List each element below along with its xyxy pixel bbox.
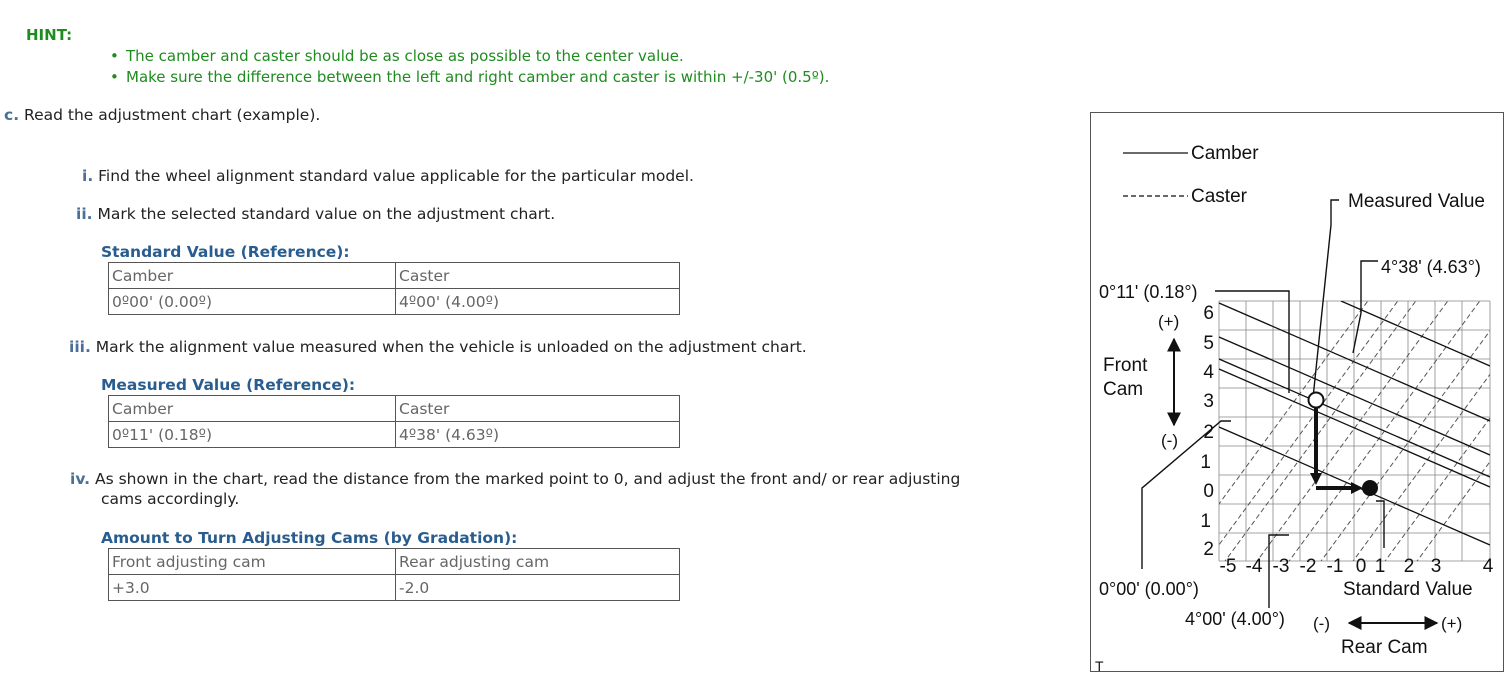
table-header-cell: Front adjusting cam (109, 549, 396, 575)
step-text: Mark the alignment value measured when the vehicle is unloaded on the adjustment chart. (95, 338, 807, 356)
rear-minus-label: (-) (1313, 614, 1330, 633)
substep-ii (76, 205, 555, 223)
hint-item: • Make sure the difference between the left and right camber and caster is within +/-30' (0.5º). (110, 67, 829, 88)
front-cam-label: Front (1103, 355, 1148, 376)
y-tick: 2 (1203, 539, 1214, 560)
measured-value-label: Measured Value (1348, 191, 1485, 212)
y-tick: 1 (1200, 452, 1211, 473)
camber-lines (1219, 301, 1490, 545)
table-cell: -2.0 (396, 575, 680, 601)
step-marker: c. (4, 106, 20, 124)
corner-mark: T (1095, 658, 1104, 673)
step-text-continued: cams accordingly. (101, 490, 240, 508)
table-header-cell: Camber (109, 263, 396, 289)
y-tick: 6 (1203, 303, 1214, 324)
legend-caster-label: Caster (1191, 186, 1247, 207)
adjustment-chart-svg (1091, 113, 1505, 673)
caster-standard-label: 4°00' (4.00°) (1185, 609, 1285, 629)
table-row (109, 422, 680, 448)
adjustment-chart (1090, 112, 1504, 672)
step-c (4, 106, 320, 124)
x-tick: 2 (1403, 556, 1415, 577)
y-tick: 4 (1203, 362, 1214, 383)
table-row (109, 289, 680, 315)
step-text: Find the wheel alignment standard value applicable for the particular model. (98, 167, 694, 185)
step-marker: iii. (69, 338, 91, 356)
step-text: Read the adjustment chart (example). (24, 106, 321, 124)
front-minus-label: (-) (1161, 431, 1178, 450)
y-tick: 1 (1200, 511, 1211, 532)
x-tick: 3 (1430, 556, 1442, 577)
substep-i (82, 167, 694, 185)
standard-value-table (108, 262, 680, 315)
x-tick: -2 (1299, 556, 1317, 577)
table-row (109, 575, 680, 601)
step-text: Mark the selected standard value on the adjustment chart. (97, 205, 556, 223)
camber-standard-label: 0°00' (0.00°) (1099, 579, 1199, 599)
table-header-cell: Camber (109, 396, 396, 422)
standard-table-title: Standard Value (Reference): (101, 243, 350, 261)
cams-table (108, 548, 680, 601)
caster-measured-label: 4°38' (4.63°) (1381, 257, 1481, 277)
x-tick: 1 (1374, 556, 1386, 577)
y-tick: 2 (1203, 422, 1214, 443)
rear-plus-label: (+) (1441, 614, 1463, 633)
x-axis-ticks (1220, 556, 1494, 577)
table-header-cell: Rear adjusting cam (396, 549, 680, 575)
table-row (109, 549, 680, 575)
measured-point-marker (1309, 393, 1324, 408)
front-plus-label: (+) (1158, 312, 1180, 331)
x-tick: 4 (1482, 556, 1494, 577)
table-cell: 0º11' (0.18º) (109, 422, 396, 448)
step-marker: i. (82, 167, 94, 185)
x-tick: 0 (1355, 556, 1367, 577)
hint-title: HINT: (26, 26, 73, 44)
hint-list (110, 46, 829, 88)
table-cell: 4º38' (4.63º) (396, 422, 680, 448)
measured-value-table (108, 395, 680, 448)
step-marker: iv. (70, 470, 91, 488)
target-point-marker (1362, 480, 1378, 496)
rear-cam-label: Rear Cam (1341, 637, 1428, 658)
camber-measured-label: 0°11' (0.18°) (1099, 282, 1198, 302)
step-marker: ii. (76, 205, 93, 223)
table-header-cell: Caster (396, 263, 680, 289)
substep-iv (70, 470, 960, 488)
front-cam-label: Cam (1103, 379, 1144, 400)
substep-iii (69, 338, 807, 356)
y-tick: 0 (1203, 481, 1214, 502)
step-text: As shown in the chart, read the distance from the marked point to 0, and adjust the front and/ or rear adjusting (94, 470, 961, 488)
legend-camber-label: Camber (1191, 143, 1259, 164)
leader-lines (1142, 200, 1384, 608)
table-header-cell: Caster (396, 396, 680, 422)
table-cell: 4º00' (4.00º) (396, 289, 680, 315)
x-tick: -3 (1272, 556, 1290, 577)
down-arrow-head (1310, 473, 1322, 485)
right-arrow-head (1351, 482, 1363, 494)
chart-grid (1219, 301, 1490, 561)
table-row (109, 263, 680, 289)
x-tick: -4 (1245, 556, 1263, 577)
y-tick: 3 (1203, 391, 1214, 412)
standard-value-label: Standard Value (1343, 579, 1473, 600)
measured-table-title: Measured Value (Reference): (101, 376, 356, 394)
cams-table-title: Amount to Turn Adjusting Cams (by Gradation): (101, 529, 518, 547)
x-tick: -5 (1219, 556, 1237, 577)
y-tick: 5 (1203, 333, 1214, 354)
table-cell: +3.0 (109, 575, 396, 601)
y-axis-ticks (1200, 303, 1214, 560)
x-tick: -1 (1326, 556, 1344, 577)
hint-item: • The camber and caster should be as close as possible to the center value. (110, 46, 829, 67)
table-row (109, 396, 680, 422)
table-cell: 0º00' (0.00º) (109, 289, 396, 315)
